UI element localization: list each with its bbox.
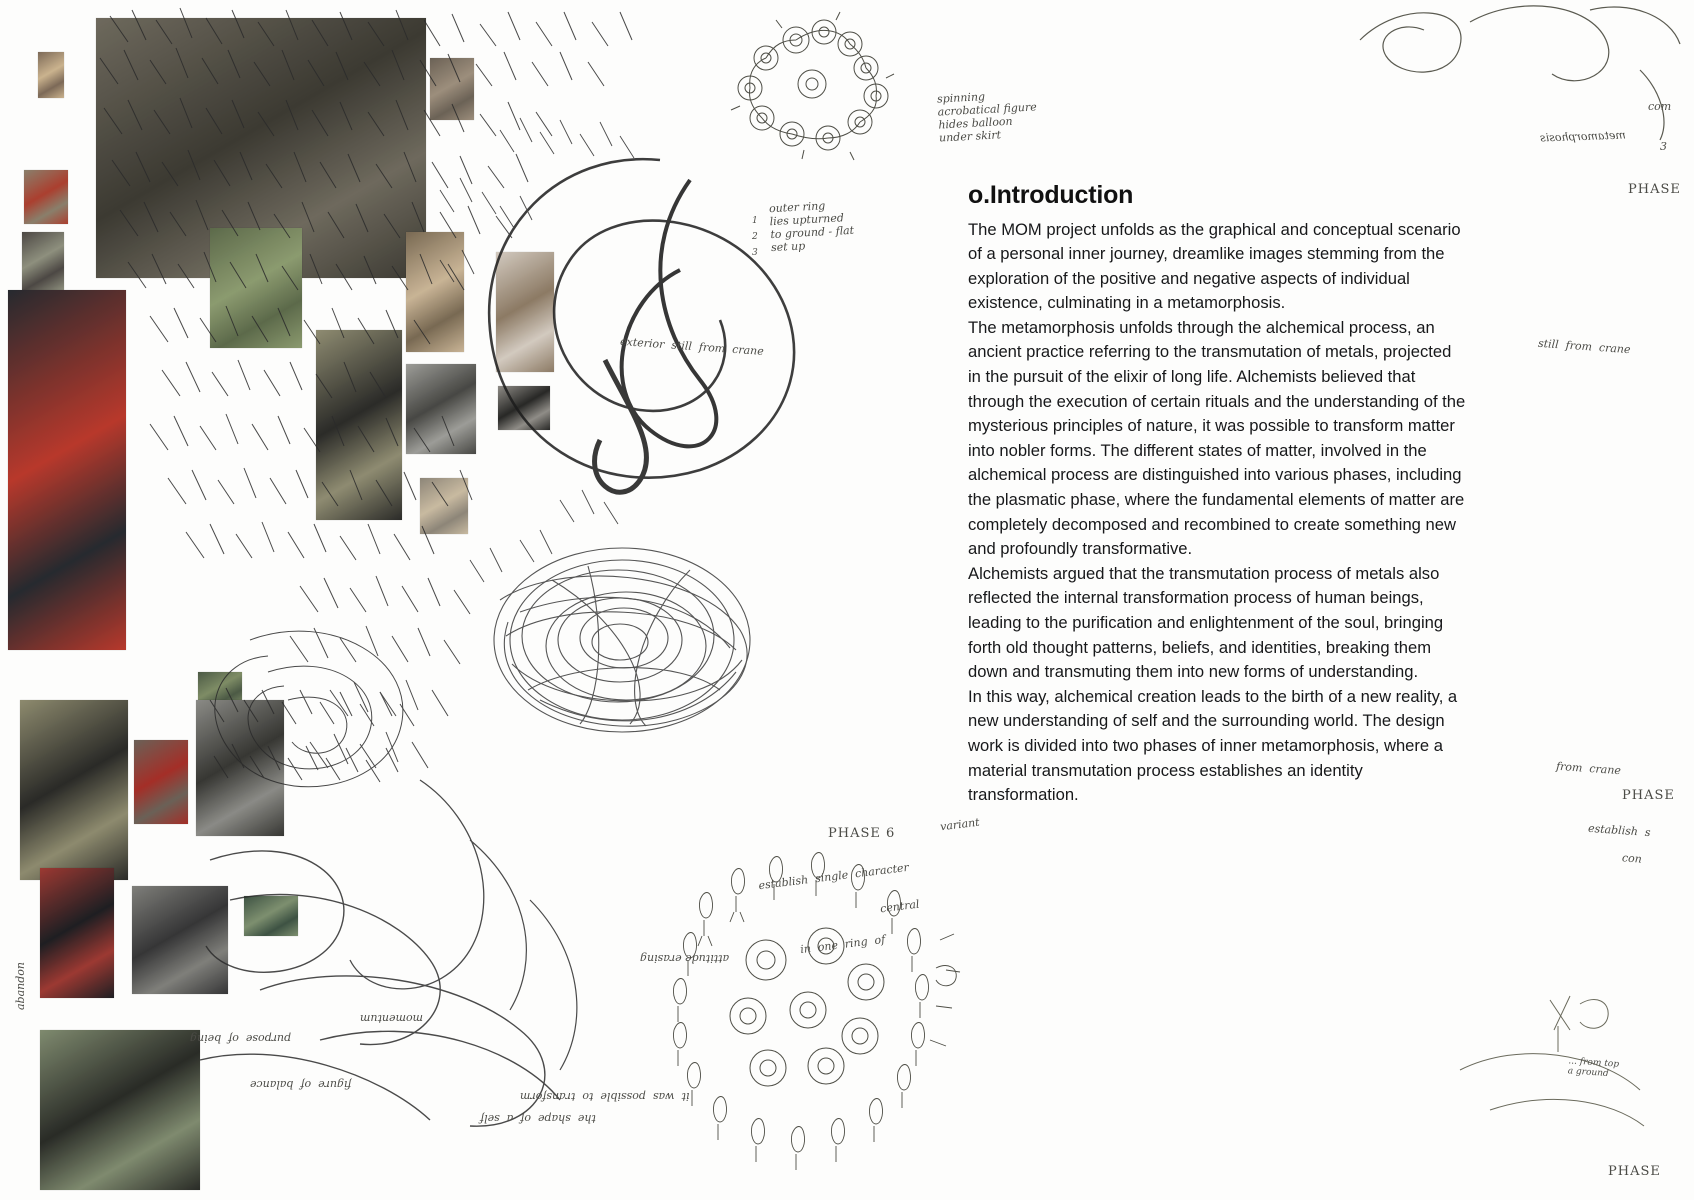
annotation-mirrored-attitude: attitude erasing [640,952,730,965]
annotation-mirrored-abandon: abandon [14,962,27,1010]
ink-flourish-bottom-right [1430,960,1680,1190]
annotation-in-one-ring-of: in one ring of [799,932,886,957]
annotation-right-edge-3: 3 [1660,140,1667,153]
annotation-list-number-3: 3 [752,248,758,258]
annotation-right-from-crane: from crane [1555,759,1622,778]
ring-of-figures-drawing-bottom [640,820,970,1200]
paragraph-2: The metamorphosis unfolds through the alchemical process, an ancient practice referring to the transmutation of metals, projected in the pursuit of the elixir of long life. Alchemists believed that through the execution of certain rituals and the understanding of the mysterious principles of nature, it was possible to transform matter into nobler forms. The different states of matter, involved in the alchemical process are distinguished into various phases, including the plasmatic phase, where the fundamental elements of matter are completely decomposed and recombined to create something new and profoundly transformative. [968,317,1466,559]
annotation-mirrored-purpose: purpose of being [190,1032,292,1045]
annotation-right-con: con [1621,851,1643,866]
annotation-spinning-figure: spinning acrobatical figure hides balloon under skirt [936,90,1038,145]
ink-flourish-top-right [1340,0,1694,210]
annotation-list-number-2: 2 [752,232,758,242]
annotation-phase-6: PHASE 6 [828,826,896,841]
annotation-right-edge-com: com [1648,100,1672,113]
annotation-list-number-1: 1 [752,216,758,226]
annotation-mirrored-momentum: momentum [360,1012,424,1025]
annotation-establish-single-character: establish single character [757,860,910,893]
annotation-right-edge-phase: PHASE [1628,182,1681,197]
annotation-still-from-crane-right: still from crane [1537,336,1631,357]
annotation-outer-ring: outer ring lies upturned to ground - flat set up [768,199,855,255]
ring-of-cells-drawing-top [700,10,950,200]
annotation-bottom-right-phase: PHASE [1608,1164,1661,1179]
annotation-central: central [879,897,921,916]
paragraph-1: The MOM project unfolds as the graphical and conceptual scenario of a personal inner journey, dreamlike images stemming from the exploration of the positive and negative aspects of individual existence, culminating in a metamorphosis. [968,219,1461,313]
paragraph-4: In this way, alchemical creation leads to the birth of a new reality, a new understanding of self and the surrounding world. The design work is divided into two phases of inner metamorphosis, where a material transmutation process establishes an identity transformation. [968,686,1458,805]
page-title: o.Introduction [968,181,1134,209]
annotation-mirrored-shape-of-self: the shape of a self [480,1112,596,1125]
annotation-right-edge-mirrored: metamorphosis [1539,128,1626,145]
annotation-right-phase-label: PHASE [1622,788,1675,803]
annotation-mirrored-transform: it was possible to transform [520,1090,690,1103]
introduction-section [968,182,1468,808]
annotation-mirrored-figure-of-balance: figure of balance [250,1078,352,1091]
annotation-variant: variant [939,815,981,834]
annotation-right-establish: establish s [1587,821,1651,840]
annotation-exterior-still: exterior still from crane [619,334,765,359]
annotation-bottom-right-note: ... from top a ground [1567,1056,1620,1080]
paragraph-3: Alchemists argued that the transmutation process of metals also reflected the internal transformation process of human beings, leading to the purification and enlightenment of the soul, bringing forth old thought patterns, beliefs, and identities, breaking them down and transmuting them into new forms of understanding. [968,563,1444,682]
